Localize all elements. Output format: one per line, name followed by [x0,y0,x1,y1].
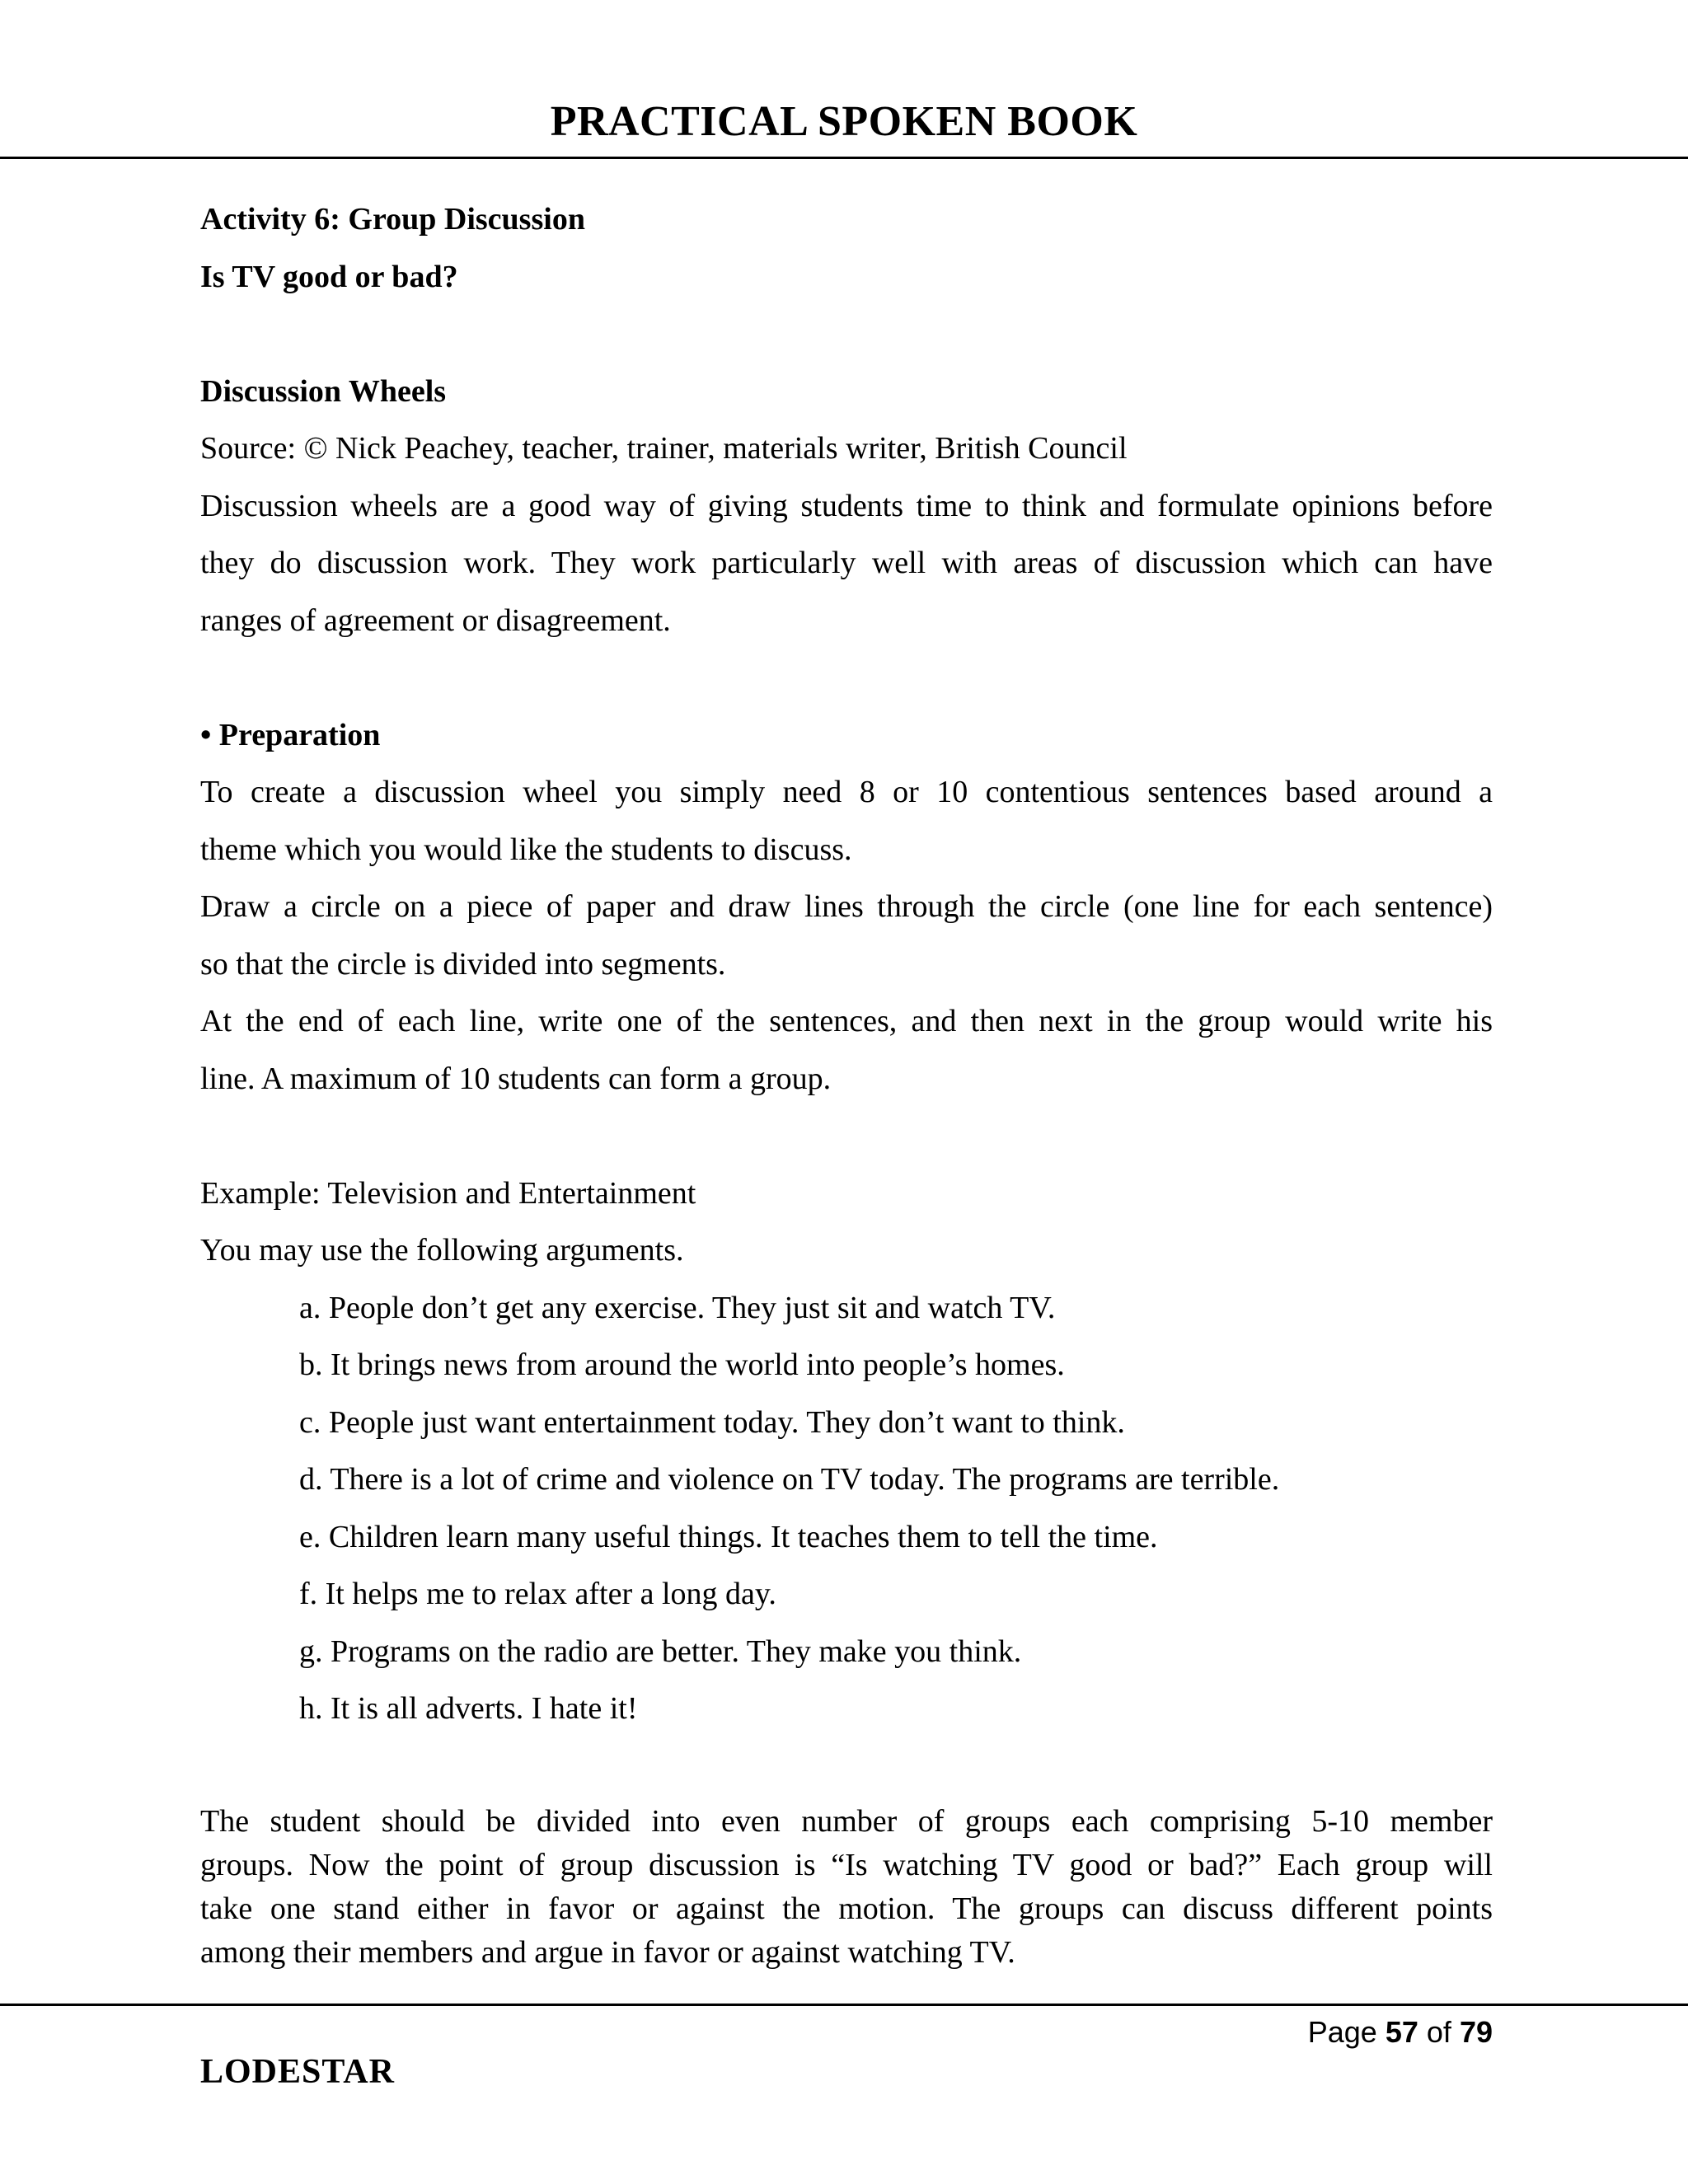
paragraph-line: At the end of each line, write one of the sentences, and then next in the group would write his [200,1004,1493,1038]
paragraph-line: To create a discussion wheel you simply need 8 or 10 contentious sentences based around a [200,775,1493,809]
paragraph-line: among their members and argue in favor or against watching TV. [200,1935,1015,1970]
paragraph-line: take one stand either in favor or against the motion. The groups can discuss different points [200,1891,1493,1926]
activity-heading: Activity 6: Group Discussion [200,202,585,237]
paragraph-line: so that the circle is divided into segments. [200,946,726,982]
example-lead: You may use the following arguments. [200,1233,684,1268]
section-heading-discussion-wheels: Discussion Wheels [200,373,447,409]
page-body [200,196,1493,1975]
page-label: Page [1307,2015,1377,2049]
list-item: g. Programs on the radio are better. They make you think. [299,1633,1022,1669]
section-heading-preparation: • Preparation [200,717,381,752]
example-title: Example: Television and Entertainment [200,1175,696,1211]
paragraph-line: they do discussion work. They work particularly well with areas of discussion which can have [200,546,1493,580]
spacer [200,1743,1493,1801]
spacer [200,1113,1493,1170]
list-item: d. There is a lot of crime and violence on TV today. The programs are terrible. [299,1462,1280,1497]
footer-divider [0,2004,1688,2006]
spacer [200,311,1493,368]
header-divider [0,157,1688,159]
page-header-title: PRACTICAL SPOKEN BOOK [550,98,1138,145]
page-current: 57 [1385,2015,1418,2049]
paragraph-line: Discussion wheels are a good way of giving students time to think and formulate opinions before [200,488,1493,523]
page-number [1308,2013,1493,2052]
paragraph-line: groups. Now the point of group discussion is “Is watching TV good or bad?” Each group will [200,1848,1493,1882]
page-of-label: of [1426,2015,1451,2049]
list-item: e. Children learn many useful things. It teaches them to tell the time. [299,1519,1158,1554]
paragraph-line: line. A maximum of 10 students can form a group. [200,1061,832,1096]
paragraph-line: Draw a circle on a piece of paper and draw lines through the circle (one line for each sentence) [200,889,1493,924]
source-credit: Source: © Nick Peachey, teacher, trainer, materials writer, British Council [200,431,1128,466]
paragraph-line: ranges of agreement or disagreement. [200,602,671,638]
footer-brand: LODESTAR [200,2053,395,2091]
list-item: a. People don’t get any exercise. They just sit and watch TV. [299,1290,1056,1325]
activity-question: Is TV good or bad? [200,259,458,294]
paragraph-line: The student should be divided into even number of groups each comprising 5-10 member [200,1804,1493,1839]
list-item: c. People just want entertainment today. They don’t want to think. [299,1404,1125,1440]
list-item: f. It helps me to relax after a long day. [299,1577,776,1611]
paragraph-line: theme which you would like the students to discuss. [200,832,852,867]
page-total: 79 [1459,2015,1493,2049]
spacer [200,654,1493,712]
list-item: h. It is all adverts. I hate it! [299,1691,638,1726]
list-item: b. It brings news from around the world into people’s homes. [299,1347,1065,1382]
